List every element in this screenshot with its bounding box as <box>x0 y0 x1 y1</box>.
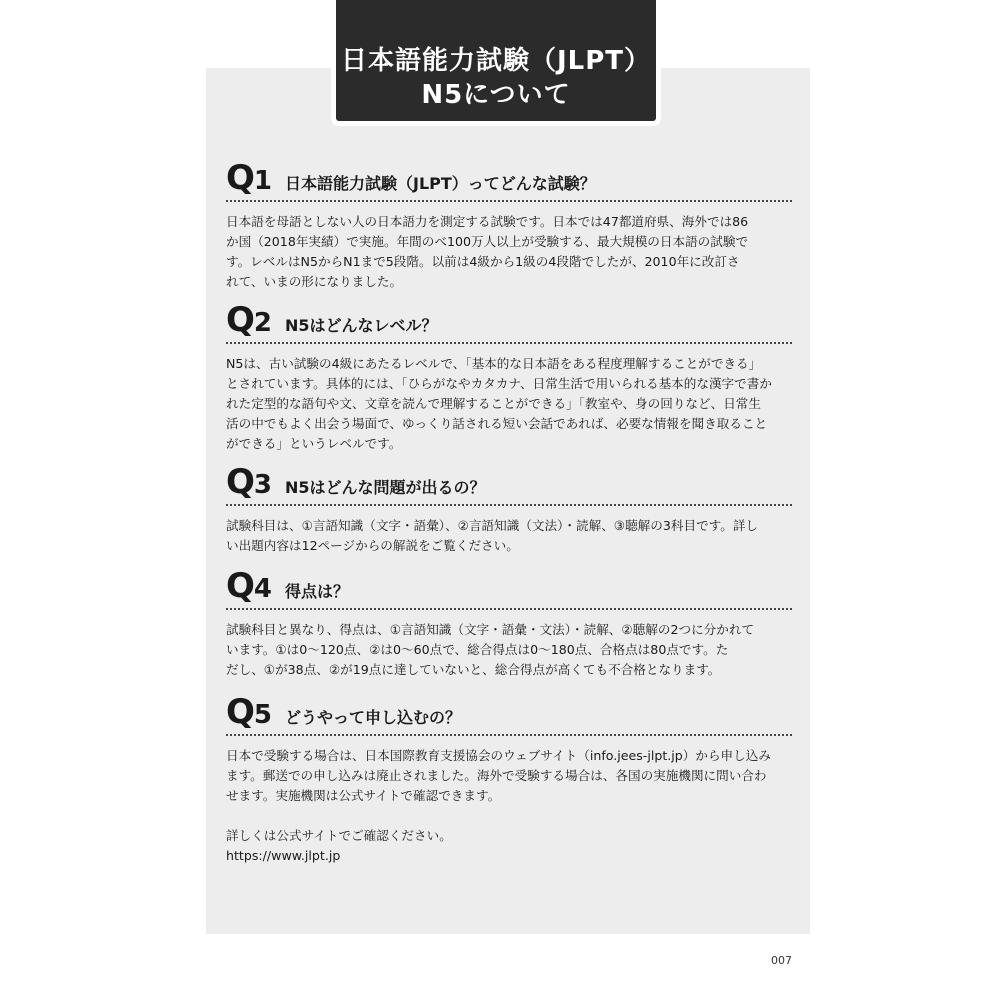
question-text: どうやって申し込むの？ <box>285 708 462 727</box>
question-number: Q5 <box>226 692 271 732</box>
page-number: 007 <box>771 954 792 967</box>
answer-line: ます。郵送での申し込みは廃止されました。海外で受験する場合は、各国の実施機関に問い合わ <box>226 768 767 783</box>
footer-note <box>226 826 452 866</box>
answer-line: か国（2018年実績）で実施。年間のべ100万人以上が受験する、最大規模の日本語の試験で <box>226 234 749 249</box>
question-number: Q2 <box>226 300 271 340</box>
question-text: 日本語能力試験（JLPT）ってどんな試験？ <box>285 174 596 193</box>
answer-text <box>226 354 792 454</box>
page-title-line-1: 日本語能力試験（JLPT） <box>340 46 652 76</box>
qa-section-1 <box>226 160 792 292</box>
answer-text <box>226 516 792 556</box>
answer-line: 試験科目は、①言語知識（文字・語彙）、②言語知識（文法）・読解、③聴解の3科目です。詳し <box>226 518 759 533</box>
question-number: Q4 <box>226 566 271 606</box>
question-text: N5はどんな問題が出るの？ <box>285 478 486 497</box>
question-heading <box>226 568 792 610</box>
answer-line: せます。実施機関は公式サイトで確認できます。 <box>226 788 501 803</box>
question-text: N5はどんなレベル？ <box>285 316 438 335</box>
question-number: Q1 <box>226 158 271 198</box>
answer-text <box>226 746 792 806</box>
answer-line: れて、いまの形になりました。 <box>226 274 403 289</box>
question-heading <box>226 464 792 506</box>
answer-line: い出題内容は12ページからの解説をご覧ください。 <box>226 538 519 553</box>
qa-section-4 <box>226 568 792 680</box>
qa-section-5 <box>226 694 792 806</box>
answer-line: だし、①が38点、②が19点に達していないと、総合得点が高くても不合格となります。 <box>226 662 721 677</box>
page-title-line-2: N5について <box>421 80 571 110</box>
question-text: 得点は？ <box>285 582 350 601</box>
answer-line: 日本語を母語としない人の日本語力を測定する試験です。日本では47都道府県、海外では86 <box>226 214 749 229</box>
official-site-link[interactable]: https://www.jlpt.jp <box>226 848 341 863</box>
question-number: Q3 <box>226 462 271 502</box>
answer-line: 日本で受験する場合は、日本国際教育支援協会のウェブサイト（info.jees-jlpt.jp）から申し込み <box>226 748 771 763</box>
answer-line: ができる」というレベルです。 <box>226 436 402 451</box>
answer-line: す。レベルはN5からN1まで5段階。以前は4級から1級の4段階でしたが、2010年に改訂さ <box>226 254 740 269</box>
qa-section-2 <box>226 302 792 454</box>
question-heading <box>226 694 792 736</box>
page-title <box>331 0 661 126</box>
answer-text <box>226 620 792 680</box>
answer-line: 活の中でもよく出会う場面で、ゆっくり話される短い会話であれば、必要な情報を聞き取ること <box>226 416 768 431</box>
answer-line: います。①は0～120点、②は0～60点で、総合得点は0～180点、合格点は80点です。た <box>226 642 729 657</box>
answer-line: とされています。具体的には、「ひらがなやカタカナ、日常生活で用いられる基本的な漢字で書か <box>226 376 772 391</box>
answer-line: れた定型的な語句や文、文章を読んで理解することができる」「教室や、身の回りなど、日常生 <box>226 396 761 411</box>
question-heading <box>226 302 792 344</box>
qa-section-3 <box>226 464 792 556</box>
answer-line: 試験科目と異なり、得点は、①言語知識（文字・語彙・文法）・読解、②聴解の2つに分かれて <box>226 622 755 637</box>
footer-note-text: 詳しくは公式サイトでご確認ください。 <box>226 828 452 843</box>
answer-text <box>226 212 792 292</box>
answer-line: N5は、古い試験の4級にあたるレベルで、「基本的な日本語をある程度理解することができる」 <box>226 356 762 371</box>
question-heading <box>226 160 792 202</box>
